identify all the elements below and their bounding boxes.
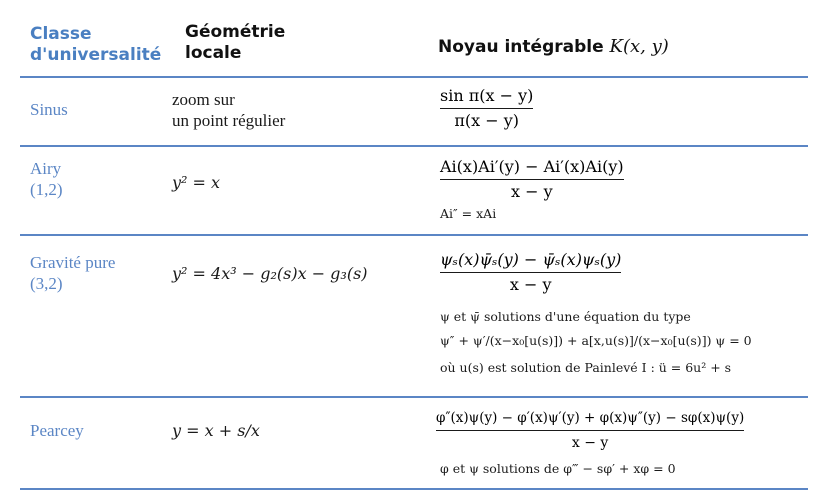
geometry-gravite: y² = 4x³ − g₂(s)x − g₃(s) [172,264,368,283]
kernel-pearcey-numerator: φ″(x)ψ(y) − φ′(x)ψ′(y) + φ(x)ψ″(y) − sφ(x)ψ(y) [436,410,745,426]
kernel-gravite-note2: ψ″ + ψ′/(x−x₀[u(s)]) + a[x,u(s)]/(x−x₀[u(s)]) ψ = 0 [440,333,752,348]
header-class-line1: Classe [30,24,92,44]
row-name-airy-line1: Airy [30,159,62,178]
kernel-sinus [440,86,533,131]
kernel-airy-note: Ai″ = xAi [440,206,497,221]
kernel-pearcey [436,408,744,453]
kernel-gravite-denominator: x − y [509,275,552,295]
rule-row1 [20,145,808,147]
header-kernel-math: K(x, y) [609,36,669,57]
row-name-gravite-line2: (3,2) [30,274,63,293]
kernel-gravite [440,250,621,295]
rule-header [20,76,808,78]
kernel-gravite-note1: ψ et ψ̄ solutions d'une équation du type [440,309,691,324]
geometry-pearcey: y = x + s/x [172,421,260,440]
fraction-bar [440,272,621,273]
geometry-sinus-line1: zoom sur [172,90,235,109]
row-name-pearcey: Pearcey [30,421,84,440]
kernel-sinus-denominator: π(x − y) [454,111,519,131]
header-geometry [185,22,285,64]
kernel-airy-numerator: Ai(x)Ai′(y) − Ai′(x)Ai(y) [440,157,624,176]
kernel-pearcey-note: φ et ψ solutions de φ‴ − sφ′ + xφ = 0 [440,461,676,476]
rule-bottom [20,488,808,490]
header-geometry-line1: Géométrie [185,22,286,42]
header-kernel [438,36,669,58]
kernel-airy-denominator: x − y [510,182,553,202]
kernel-gravite-note3: où u(s) est solution de Painlevé I : ü = 6u² + s [440,360,732,375]
rule-row3 [20,396,808,398]
geometry-sinus [172,89,285,131]
rule-row2 [20,234,808,236]
header-class [30,24,161,66]
header-kernel-text: Noyau intégrable [438,37,604,57]
kernel-pearcey-denominator: x − y [571,435,609,452]
fraction-bar [440,108,533,109]
geometry-airy: y² = x [172,173,221,192]
kernel-gravite-numerator: ψₛ(x)ψ̄ₛ(y) − ψ̄ₛ(x)ψₛ(y) [440,250,622,269]
kernel-sinus-numerator: sin π(x − y) [440,86,534,105]
fraction-bar [440,179,624,180]
geometry-sinus-line2: un point régulier [172,111,286,130]
header-geometry-line2: locale [185,43,242,63]
fraction-bar [436,430,744,431]
row-name-airy [30,158,63,200]
kernel-airy [440,157,624,202]
row-name-gravite-line1: Gravité pure [30,253,116,272]
header-class-line2: d'universalité [30,45,162,65]
row-name-sinus: Sinus [30,100,68,119]
row-name-gravite [30,252,115,294]
row-name-airy-line2: (1,2) [30,180,63,199]
